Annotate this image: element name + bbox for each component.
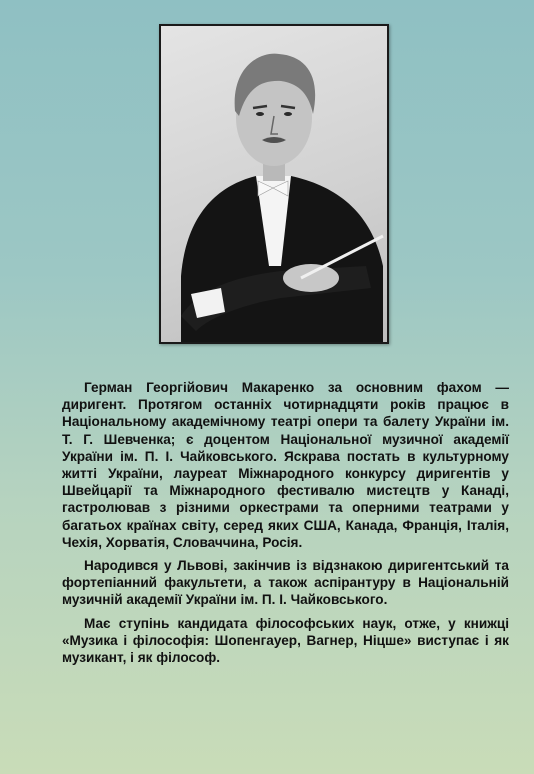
bio-paragraph: Герман Георгійович Макаренко за основним фахом — диригент. Протягом останніх чотирнадцяти років працює в Національному академічному театрі опери та балету України ім. Т. Г. Шевченка; є доцентом Національної музичної академії України ім. П. І. Чайковського. Яскрава постать в культурному житті України, лауреат Міжнародного конкурсу диригентів у Швейцарії та Міжнародного фестивалю мистецтв у Канаді, гастролював з різними оркестрами та оперними театрами у багатьох країнах світу, серед яких США, Канада, Франція, Італія, Чехія, Хорватія, Словаччина, Росія. — [62, 380, 509, 550]
conductor-portrait-image — [161, 26, 387, 342]
author-biography — [62, 379, 509, 672]
author-photo — [159, 24, 389, 344]
bio-paragraph: Має ступінь кандидата філософських наук, отже, у книжці «Музика і філософія: Шопенгауер, Вагнер, Ніцше» виступає і як музикант, і як філософ. — [62, 615, 509, 666]
bio-paragraph: Народився у Львові, закінчив із відзнакою диригентський та фортепіанний факультети, а також аспірантуру в Національній музичній академії України ім. П. І. Чайковського. — [62, 558, 509, 608]
